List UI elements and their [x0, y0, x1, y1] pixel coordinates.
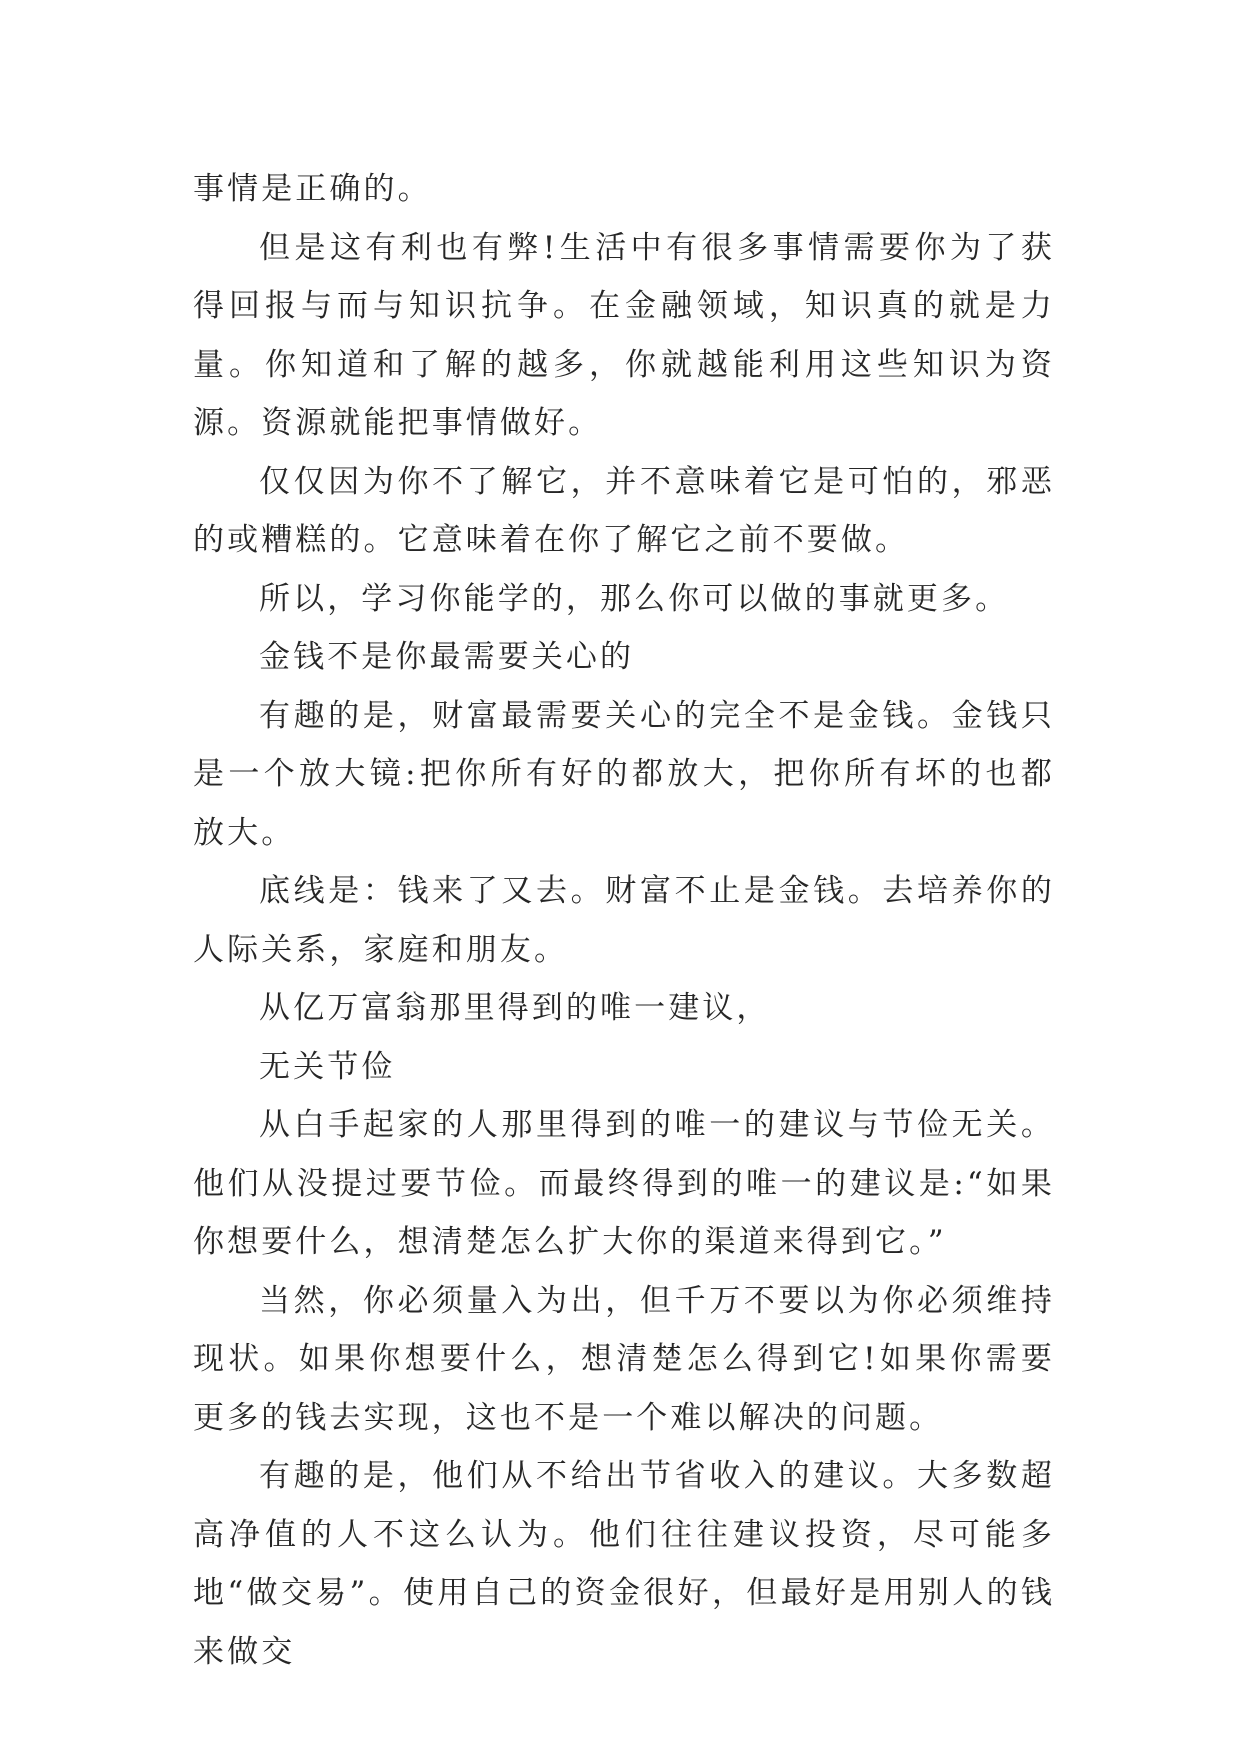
- paragraph-1: 事情是正确的。: [193, 171, 432, 207]
- paragraph-7: 从白手起家的人那里得到的唯一的建议与节俭无关。他们从没提过要节俭。而最终得到的唯一的建议是:“如果你想要什么，想清楚怎么扩大你的渠道来得到它。”: [193, 1107, 1055, 1260]
- section-heading-money: 金钱不是你最需要关心的: [259, 639, 635, 675]
- section-heading-billionaire-line-1: 从亿万富翁那里得到的唯一建议，: [259, 990, 771, 1026]
- paragraph-9: 有趣的是，他们从不给出节省收入的建议。大多数超高净值的人不这么认为。他们往往建议投资，尽可能多地“做交易”。使用自己的资金很好，但最好是用别人的钱来做交: [193, 1458, 1055, 1670]
- paragraph-6: 底线是：钱来了又去。财富不止是金钱。去培养你的人际关系，家庭和朋友。: [193, 873, 1055, 968]
- paragraph-3: 仅仅因为你不了解它，并不意味着它是可怕的，邪恶的或糟糕的。它意味着在你了解它之前不要做。: [193, 463, 1055, 558]
- document-body: [193, 160, 1055, 1681]
- section-heading-billionaire-line-2: 无关节俭: [259, 1048, 396, 1085]
- paragraph-4: 所以，学习你能学的，那么你可以做的事就更多。: [259, 580, 1010, 617]
- paragraph-2: 但是这有利也有弊!生活中有很多事情需要你为了获得回报与而与知识抗争。在金融领域，知识真的就是力量。你知道和了解的越多，你就越能利用这些知识为资源。资源就能把事情做好。: [193, 229, 1055, 441]
- paragraph-8: 当然，你必须量入为出，但千万不要以为你必须维持现状。如果你想要什么，想清楚怎么得到它!如果你需要更多的钱去实现，这也不是一个难以解决的问题。: [193, 1282, 1055, 1436]
- paragraph-5: 有趣的是，财富最需要关心的完全不是金钱。金钱只是一个放大镜:把你所有好的都放大，把你所有坏的也都放大。: [193, 697, 1055, 851]
